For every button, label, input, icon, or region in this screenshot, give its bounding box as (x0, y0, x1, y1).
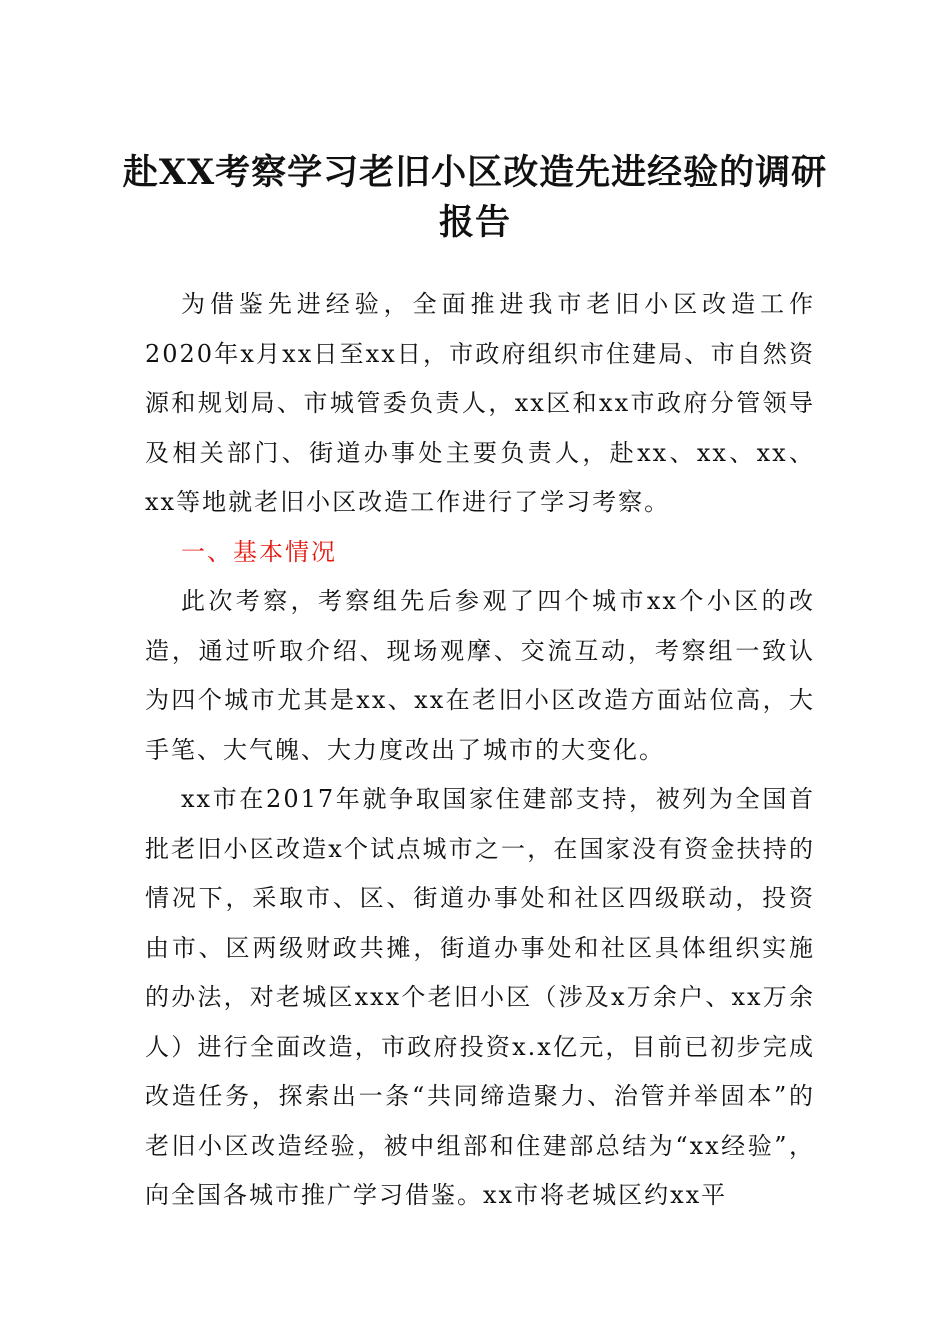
document-body (145, 280, 815, 1221)
body-paragraph: xx市在2017年就争取国家住建部支持，被列为全国首批老旧小区改造x个试点城市之一，在国家没有资金扶持的情况下，采取市、区、街道办事处和社区四级联动，投资由市、区两级财政共摊，街道办事处和社区具体组织实施的办法，对老城区xxx个老旧小区（涉及x万余户、xx万余人）进行全面改造，市政府投资x.x亿元，目前已初步完成改造任务，探索出一条“共同缔造聚力、治管并举固本”的老旧小区改造经验，被中组部和住建部总结为“xx经验”，向全国各城市推广学习借鉴。xx市将老城区约xx平 (145, 785, 815, 1209)
section-heading: 一、基本情况 (181, 537, 337, 566)
intro-paragraph: 为借鉴先进经验，全面推进我市老旧小区改造工作2020年x月xx日至xx日，市政府组织市住建局、市自然资源和规划局、市城管委负责人，xx区和xx市政府分管领导及相关部门、街道办事处主要负责人，赴xx、xx、xx、xx等地就老旧小区改造工作进行了学习考察。 (145, 290, 815, 516)
body-paragraph: 此次考察，考察组先后参观了四个城市xx个小区的改造，通过听取介绍、现场观摩、交流互动，考察组一致认为四个城市尤其是xx、xx在老旧小区改造方面站位高，大手笔、大气魄、大力度改出了城市的大变化。 (145, 587, 815, 764)
document-title: 赴XX考察学习老旧小区改造先进经验的调研报告 (122, 152, 828, 243)
